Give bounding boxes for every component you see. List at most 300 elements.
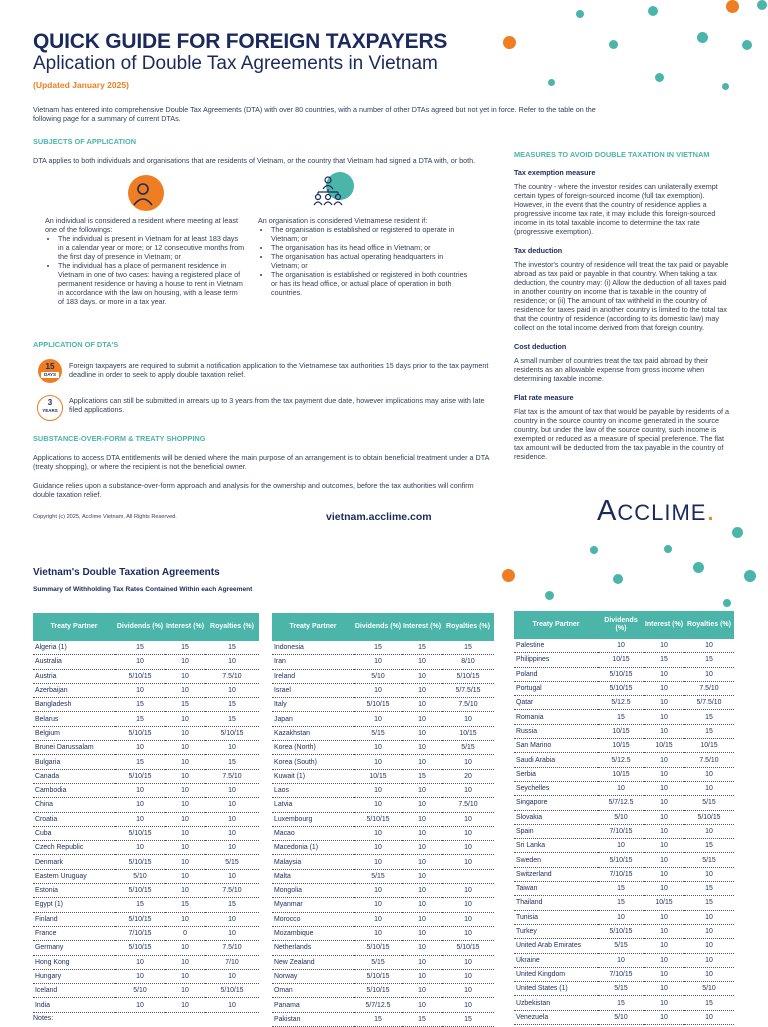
cell-interest: 10 — [644, 996, 684, 1010]
table-row — [514, 882, 734, 896]
cell-interest: 10 — [644, 924, 684, 938]
decor-dot — [503, 36, 516, 49]
cell-dividends: 10 — [354, 712, 402, 726]
table-row — [33, 798, 259, 812]
cell-royalties: 5/10/15 — [205, 984, 259, 998]
cell-dividends: 5/10/15 — [598, 924, 644, 938]
cell-partner: Spain — [514, 824, 598, 838]
dta-table — [514, 611, 734, 1025]
cell-royalties: 5/10/15 — [442, 941, 494, 955]
page-subtitle: Aplication of Double Tax Agreements in Vietnam — [33, 53, 438, 74]
cell-partner: Morocco — [272, 912, 354, 926]
table-row — [272, 1012, 494, 1026]
cell-partner: Ukraine — [514, 953, 598, 967]
decor-dot — [742, 40, 752, 50]
cell-dividends: 10/15 — [354, 769, 402, 783]
website-link[interactable]: vietnam.acclime.com — [326, 511, 432, 523]
cell-dividends: 10 — [115, 969, 165, 983]
cell-interest: 10 — [165, 655, 205, 669]
cell-interest: 10 — [644, 796, 684, 810]
cell-partner: United States (1) — [514, 982, 598, 996]
table-row — [33, 741, 259, 755]
cell-royalties: 10 — [684, 639, 734, 653]
cell-partner: Eastern Uruguay — [33, 869, 115, 883]
table-row — [272, 955, 494, 969]
cell-interest: 10 — [165, 841, 205, 855]
cell-partner: Italy — [272, 698, 354, 712]
years-badge-number: 3 — [47, 398, 53, 407]
cell-partner: United Kingdom — [514, 967, 598, 981]
cell-partner: United Arab Emirates — [514, 939, 598, 953]
table-row — [272, 869, 494, 883]
cell-dividends: 5/10 — [115, 984, 165, 998]
table-row — [272, 798, 494, 812]
cell-partner: Belarus — [33, 712, 115, 726]
cell-royalties: 10 — [684, 824, 734, 838]
table-row — [33, 841, 259, 855]
cell-interest: 10 — [402, 998, 442, 1012]
cell-dividends: 5/10 — [598, 810, 644, 824]
cell-interest: 10 — [402, 741, 442, 755]
cell-royalties: 10 — [442, 912, 494, 926]
cell-partner: Sweden — [514, 853, 598, 867]
application-heading: APPLICATION OF DTA'S — [33, 340, 119, 349]
cell-dividends: 10/15 — [598, 653, 644, 667]
cell-royalties: 7.5/10 — [442, 798, 494, 812]
cell-dividends: 5/10 — [598, 1010, 644, 1024]
cell-partner: Bangladesh — [33, 698, 115, 712]
cell-royalties: 10 — [442, 855, 494, 869]
cell-partner: Laos — [272, 783, 354, 797]
decor-dot — [757, 0, 767, 10]
cell-royalties: 10 — [442, 884, 494, 898]
years-badge — [37, 395, 63, 421]
cell-dividends: 10 — [115, 841, 165, 855]
col-header-dividends: Dividends (%) — [598, 611, 644, 639]
cell-partner: Palestine — [514, 639, 598, 653]
cell-royalties: 10/15 — [442, 726, 494, 740]
cell-interest: 10 — [165, 669, 205, 683]
cell-royalties: 7.5/10 — [205, 884, 259, 898]
cell-dividends: 10 — [598, 839, 644, 853]
cell-royalties: 7/10 — [205, 955, 259, 969]
cell-interest: 10 — [165, 826, 205, 840]
cell-partner: Macedonia (1) — [272, 841, 354, 855]
measure-heading: Cost deduction — [514, 342, 567, 351]
cell-interest: 10 — [644, 839, 684, 853]
updated-date: (Updated January 2025) — [33, 80, 129, 90]
cell-interest: 10 — [644, 681, 684, 695]
cell-partner: Mongolia — [272, 884, 354, 898]
cell-interest: 10 — [402, 683, 442, 697]
table-row — [272, 884, 494, 898]
cell-royalties — [442, 869, 494, 883]
cell-partner: San Marino — [514, 739, 598, 753]
cell-royalties: 10 — [684, 767, 734, 781]
table-row — [33, 769, 259, 783]
cell-partner: Ireland — [272, 669, 354, 683]
cell-dividends: 10 — [598, 953, 644, 967]
cell-partner: Malta — [272, 869, 354, 883]
cell-interest: 10 — [644, 767, 684, 781]
cell-interest: 10 — [165, 869, 205, 883]
cell-dividends: 5/7/12.5 — [354, 998, 402, 1012]
cell-partner: Latvia — [272, 798, 354, 812]
decor-dot — [726, 0, 739, 13]
col-header-partner: Treaty Partner — [272, 613, 354, 641]
cell-dividends: 5/10/15 — [115, 826, 165, 840]
cell-dividends: 10 — [354, 912, 402, 926]
cell-interest: 10 — [165, 769, 205, 783]
table-row — [272, 826, 494, 840]
table-row — [514, 924, 734, 938]
cell-partner: Malaysia — [272, 855, 354, 869]
cell-royalties: 10 — [684, 667, 734, 681]
cell-interest: 10 — [165, 683, 205, 697]
cell-royalties: 5/7.5/10 — [684, 696, 734, 710]
cell-royalties: 10 — [442, 969, 494, 983]
cell-royalties: 15 — [205, 698, 259, 712]
cell-dividends: 5/10/15 — [354, 969, 402, 983]
cell-interest: 10 — [402, 655, 442, 669]
cell-royalties: 10 — [205, 783, 259, 797]
table-row — [272, 741, 494, 755]
cell-dividends: 10 — [354, 741, 402, 755]
cell-interest: 10 — [402, 955, 442, 969]
cell-royalties: 15 — [205, 898, 259, 912]
cell-royalties: 10 — [205, 926, 259, 940]
cell-royalties: 10 — [205, 912, 259, 926]
logo-letter: A — [597, 495, 618, 527]
table-row — [272, 698, 494, 712]
cell-dividends: 5/15 — [354, 869, 402, 883]
col-header-interest: Interest (%) — [165, 613, 205, 641]
cell-dividends: 7/10/15 — [115, 926, 165, 940]
cell-partner: Netherlands — [272, 941, 354, 955]
cell-dividends: 5/10/15 — [115, 912, 165, 926]
cell-partner: Luxembourg — [272, 812, 354, 826]
table-notes: Notes: — [33, 1015, 54, 1022]
table-row — [33, 783, 259, 797]
cell-interest: 10 — [644, 967, 684, 981]
table-row — [514, 796, 734, 810]
table-row — [272, 998, 494, 1012]
cell-interest: 10 — [644, 910, 684, 924]
cell-interest: 10 — [644, 824, 684, 838]
cell-interest: 10 — [402, 755, 442, 769]
subjects-text: DTA applies to both individuals and organisations that are residents of Vietnam, or the country that Vietnam had signed a DTA with, or both. — [33, 156, 476, 165]
table-title: Vietnam's Double Taxation Agreements — [33, 567, 220, 578]
table-row — [514, 853, 734, 867]
cell-dividends: 10 — [115, 741, 165, 755]
cell-partner: Philippines — [514, 653, 598, 667]
measures-column — [514, 168, 734, 461]
cell-partner: Switzerland — [514, 867, 598, 881]
cell-partner: Serbia — [514, 767, 598, 781]
cell-dividends: 10/15 — [598, 739, 644, 753]
cell-interest: 10 — [402, 984, 442, 998]
decor-dot — [723, 599, 731, 607]
cell-interest: 10 — [644, 781, 684, 795]
organisation-criterion: • The organisation is established or registered in both countries or has its head office, or actual place of operation in both countries. — [271, 270, 468, 297]
col-header-royalties: Royalties (%) — [205, 613, 259, 641]
years-badge-unit: YEARS — [42, 408, 58, 413]
decor-dot — [664, 545, 672, 553]
table-row — [272, 683, 494, 697]
cell-interest: 10 — [644, 753, 684, 767]
table-row — [33, 912, 259, 926]
cell-royalties: 15 — [442, 1012, 494, 1026]
cell-royalties: 5/10 — [684, 982, 734, 996]
table-row — [514, 939, 734, 953]
cell-partner: Canada — [33, 769, 115, 783]
measure-heading: Tax deduction — [514, 246, 563, 255]
cell-royalties: 10 — [442, 998, 494, 1012]
cell-partner: Taiwan — [514, 882, 598, 896]
cell-interest: 10 — [402, 869, 442, 883]
cell-interest: 15 — [402, 769, 442, 783]
cell-interest: 10 — [644, 1010, 684, 1024]
decor-dot — [648, 6, 658, 16]
cell-partner: Japan — [272, 712, 354, 726]
table-row — [33, 984, 259, 998]
decor-dot — [655, 73, 664, 82]
cell-dividends: 10 — [115, 783, 165, 797]
cell-interest: 10 — [165, 812, 205, 826]
cell-partner: Finland — [33, 912, 115, 926]
table-row — [514, 967, 734, 981]
cell-dividends: 5/10 — [115, 869, 165, 883]
cell-interest: 15 — [165, 698, 205, 712]
cell-partner: Portugal — [514, 681, 598, 695]
table-row — [33, 755, 259, 769]
table-row — [272, 984, 494, 998]
cell-partner: Slovakia — [514, 810, 598, 824]
cell-dividends: 10 — [115, 955, 165, 969]
table-row — [514, 753, 734, 767]
measure-text: The country - where the investor resides can unilaterally exempt certain types of foreign-sourced income (full tax exemption). However, in the event that the country of residence applies a progressive income tax rate, it may include this foreign-sourced income in its total taxable income to determine the tax rate (progressive exemption). — [514, 182, 718, 236]
cell-royalties: 10 — [205, 841, 259, 855]
table-row — [514, 739, 734, 753]
cell-royalties: 7.5/10 — [684, 681, 734, 695]
cell-royalties: 10 — [205, 655, 259, 669]
table-row — [272, 969, 494, 983]
cell-dividends: 5/10/15 — [115, 669, 165, 683]
decor-dot — [609, 40, 618, 49]
cell-partner: India — [33, 998, 115, 1012]
col-header-dividends: Dividends (%) — [115, 613, 165, 641]
cell-partner: Russia — [514, 724, 598, 738]
cell-dividends: 15 — [115, 898, 165, 912]
organisation-block — [258, 216, 468, 297]
table-row — [272, 712, 494, 726]
cell-dividends: 5/15 — [354, 726, 402, 740]
cell-interest: 0 — [165, 926, 205, 940]
cell-dividends: 15 — [598, 896, 644, 910]
col-header-partner: Treaty Partner — [514, 611, 598, 639]
cell-partner: Venezuela — [514, 1010, 598, 1024]
table-row — [272, 812, 494, 826]
cell-dividends: 5/10/15 — [115, 769, 165, 783]
cell-interest: 10 — [644, 982, 684, 996]
cell-dividends: 5/15 — [598, 939, 644, 953]
cell-royalties: 10 — [205, 741, 259, 755]
cell-interest: 10/15 — [644, 739, 684, 753]
cell-royalties: 10 — [442, 841, 494, 855]
logo-text: CCLIME — [617, 500, 707, 525]
cell-interest: 10 — [402, 841, 442, 855]
cell-interest: 10 — [402, 712, 442, 726]
cell-interest: 10 — [402, 669, 442, 683]
cell-interest: 10 — [644, 939, 684, 953]
cell-royalties: 10 — [442, 898, 494, 912]
decor-dot — [722, 83, 729, 90]
cell-royalties: 5/15 — [684, 796, 734, 810]
cell-interest: 10 — [402, 926, 442, 940]
cell-partner: Kuwait (1) — [272, 769, 354, 783]
application-text-2: Applications can still be submitted in arrears up to 3 years from the tax payment due date, however implications may arise with late filed applications. — [69, 396, 485, 414]
cell-partner: France — [33, 926, 115, 940]
cell-partner: Kazakhstan — [272, 726, 354, 740]
table-subtitle: Summary of Withholding Tax Rates Contained Within each Agreement — [33, 586, 253, 593]
cell-interest: 10 — [165, 783, 205, 797]
measure-text: The investor's country of residence will treat the tax paid or payable abroad as tax paid or payable in that country. When taking a tax deduction, the country may: (i) Allow the deduction of all taxes paid in another country on income that is taxable in the country of residence; or (ii) The amount of tax withheld in the country of residence for taxes paid in another country is limited to the total tax that the country of residence (according to its domestic law) may collect on the total income derived from that foreign country. — [514, 260, 729, 332]
substance-text-2: Guidance relies upon a substance-over-form approach and analysis for the ownership and outcomes, before the tax authorities will confirm double taxation relief. — [33, 481, 474, 499]
cell-partner: Korea (South) — [272, 755, 354, 769]
cell-interest: 10 — [165, 855, 205, 869]
cell-interest: 10 — [644, 882, 684, 896]
cell-partner: Germany — [33, 941, 115, 955]
table-row — [33, 998, 259, 1012]
organisation-criterion: • The organisation has its head office in Vietnam; or — [271, 243, 468, 252]
decor-dot — [590, 546, 598, 554]
cell-partner: Norway — [272, 969, 354, 983]
table-row — [272, 726, 494, 740]
table-row — [272, 912, 494, 926]
cell-dividends: 5/10/15 — [598, 667, 644, 681]
cell-dividends: 5/12.5 — [598, 696, 644, 710]
cell-interest: 10 — [165, 955, 205, 969]
cell-partner: Egypt (1) — [33, 898, 115, 912]
cell-royalties: 20 — [442, 769, 494, 783]
cell-partner: Turkey — [514, 924, 598, 938]
cell-dividends: 10 — [115, 655, 165, 669]
measure-heading: Flat rate measure — [514, 393, 574, 402]
table-row — [514, 896, 734, 910]
days-badge-number: 15 — [45, 362, 55, 371]
cell-dividends: 5/12.5 — [598, 753, 644, 767]
table-row — [33, 698, 259, 712]
table-row — [514, 767, 734, 781]
decor-dot — [693, 562, 704, 573]
cell-dividends: 15 — [354, 1012, 402, 1026]
cell-partner: Oman — [272, 984, 354, 998]
cell-royalties: 15 — [684, 882, 734, 896]
cell-interest: 10 — [644, 810, 684, 824]
cell-interest: 10 — [165, 741, 205, 755]
individual-intro: An individual is considered a resident where meeting at least one of the followings: — [45, 216, 238, 234]
col-header-royalties: Royalties (%) — [684, 611, 734, 639]
col-header-dividends: Dividends (%) — [354, 613, 402, 641]
cell-royalties: 15 — [684, 839, 734, 853]
cell-partner: Poland — [514, 667, 598, 681]
cell-interest: 10 — [644, 639, 684, 653]
cell-interest: 10 — [402, 798, 442, 812]
organisation-intro: An organisation is considered Vietnamese resident if: — [258, 216, 428, 225]
cell-dividends: 5/10/15 — [354, 941, 402, 955]
cell-dividends: 15 — [115, 698, 165, 712]
cell-dividends: 10 — [354, 926, 402, 940]
table-row — [33, 941, 259, 955]
cell-interest: 10 — [402, 783, 442, 797]
cell-partner: Uzbekistan — [514, 996, 598, 1010]
cell-royalties: 15 — [684, 996, 734, 1010]
table-row — [33, 826, 259, 840]
cell-dividends: 15 — [115, 755, 165, 769]
cell-dividends: 15 — [598, 882, 644, 896]
cell-dividends: 5/10/15 — [598, 681, 644, 695]
cell-dividends: 10 — [115, 998, 165, 1012]
cell-royalties: 5/10/15 — [684, 810, 734, 824]
cell-partner: Pakistan — [272, 1012, 354, 1026]
cell-dividends: 10 — [598, 910, 644, 924]
cell-partner: Seychelles — [514, 781, 598, 795]
cell-partner: Hungary — [33, 969, 115, 983]
table-row — [272, 898, 494, 912]
subjects-heading: SUBJECTS OF APPLICATION — [33, 137, 137, 146]
cell-royalties: 5/15 — [684, 853, 734, 867]
cell-dividends: 10 — [354, 826, 402, 840]
cell-royalties: 10 — [205, 969, 259, 983]
table-row — [33, 855, 259, 869]
cell-dividends: 5/10/15 — [354, 698, 402, 712]
table-row — [272, 641, 494, 655]
cell-royalties: 10 — [442, 755, 494, 769]
table-row — [33, 655, 259, 669]
cell-royalties: 15 — [205, 755, 259, 769]
cell-interest: 15 — [165, 641, 205, 655]
cell-royalties: 10 — [205, 998, 259, 1012]
cell-partner: Estonia — [33, 884, 115, 898]
decor-dot — [576, 10, 584, 18]
cell-interest: 10/15 — [644, 896, 684, 910]
cell-partner: Tunisia — [514, 910, 598, 924]
cell-interest: 10 — [402, 812, 442, 826]
cell-interest: 10 — [165, 941, 205, 955]
cell-royalties: 15 — [684, 896, 734, 910]
cell-partner: Croatia — [33, 812, 115, 826]
cell-partner: Sri Lanka — [514, 839, 598, 853]
cell-royalties: 7.5/10 — [684, 753, 734, 767]
table-row — [33, 969, 259, 983]
cell-interest: 10 — [644, 696, 684, 710]
cell-royalties: 10 — [205, 812, 259, 826]
cell-royalties: 10 — [684, 939, 734, 953]
cell-dividends: 10 — [354, 783, 402, 797]
individual-block — [45, 216, 245, 306]
cell-royalties: 10 — [684, 910, 734, 924]
organisation-icon — [310, 172, 356, 212]
days-badge-unit: DAYS — [41, 372, 59, 378]
cell-interest: 10 — [644, 724, 684, 738]
copyright: Copyright (c) 2025, Acclime Vietnam. All Rights Reserved. — [33, 514, 177, 520]
cell-dividends: 10 — [115, 683, 165, 697]
table-row — [514, 839, 734, 853]
logo-dot: . — [706, 495, 716, 527]
table-row — [272, 926, 494, 940]
cell-royalties: 10 — [442, 826, 494, 840]
organisation-criterion: • The organisation has actual operating headquarters in Vietnam; or — [271, 252, 468, 270]
